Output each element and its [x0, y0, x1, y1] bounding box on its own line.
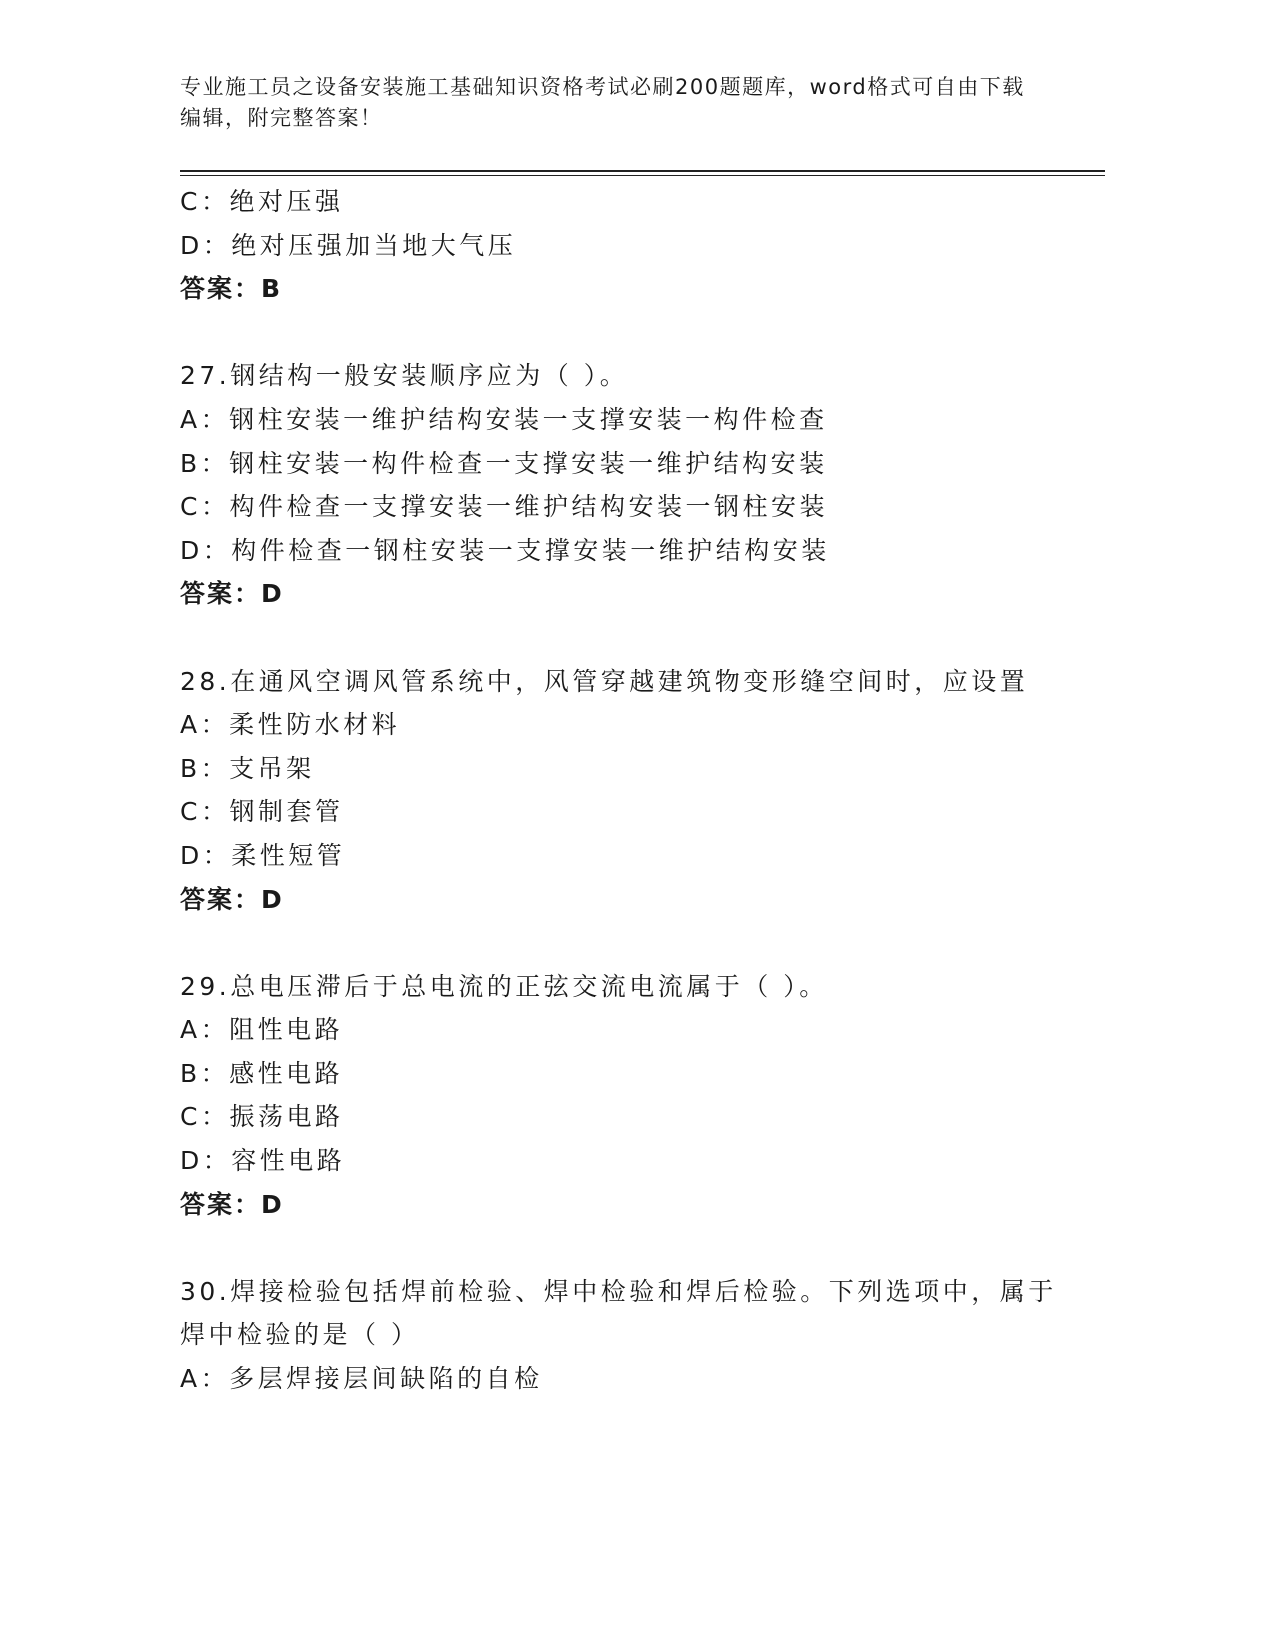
question-list	[180, 180, 1080, 1401]
option-b: B：支吊架	[180, 753, 315, 783]
option-c: C：绝对压强	[180, 187, 344, 216]
option-c: C：钢制套管	[180, 797, 344, 827]
answer-line: 答案：D	[180, 1189, 284, 1219]
page-header: 专业施工员之设备安装施工基础知识资格考试必刷200题题库，word格式可自由下载编辑，附完整答案！	[180, 75, 1025, 130]
option-b: B：钢柱安装一构件检查一支撑安装一维护结构安装	[180, 448, 828, 478]
answer-line: 答案：D	[180, 884, 284, 914]
header-rule-thin	[180, 175, 1105, 176]
question-stem: 27.钢结构一般安装顺序应为（ ）。	[180, 361, 629, 391]
question-stem-line-1: 30.焊接检验包括焊前检验、焊中检验和焊后检验。下列选项中，属于	[180, 1276, 1057, 1306]
question-stem: 29.总电压滞后于总电流的正弦交流电流属于（ ）。	[180, 971, 828, 1001]
spacer	[180, 1226, 1080, 1270]
question-block-28	[180, 660, 1080, 922]
question-block-26	[180, 180, 1080, 311]
option-d: D：容性电路	[180, 1146, 346, 1176]
option-d: D：绝对压强加当地大气压	[180, 230, 517, 260]
option-d: D：构件检查一钢柱安装一支撑安装一维护结构安装	[180, 535, 830, 565]
answer-line: 答案：D	[180, 579, 284, 609]
option-d: D：柔性短管	[180, 840, 346, 870]
question-stem-line-2: 焊中检验的是（ ）	[180, 1320, 420, 1350]
option-b: B：感性电路	[180, 1058, 344, 1088]
option-c: C：构件检查一支撑安装一维护结构安装一钢柱安装	[180, 492, 828, 522]
option-a: A：柔性防水材料	[180, 710, 401, 740]
header-rule-thick	[180, 170, 1105, 172]
answer-line: 答案：B	[180, 274, 283, 304]
spacer	[180, 921, 1080, 965]
option-a: A：多层焊接层间缺陷的自检	[180, 1364, 543, 1394]
option-a: A：阻性电路	[180, 1015, 344, 1045]
spacer	[180, 311, 1080, 355]
question-stem: 28.在通风空调风管系统中，风管穿越建筑物变形缝空间时，应设置	[180, 666, 1029, 696]
spacer	[180, 616, 1080, 660]
question-block-29	[180, 965, 1080, 1227]
option-c: C：振荡电路	[180, 1102, 344, 1132]
question-block-30	[180, 1270, 1080, 1401]
option-a: A：钢柱安装一维护结构安装一支撑安装一构件检查	[180, 404, 828, 434]
question-block-27	[180, 354, 1080, 616]
